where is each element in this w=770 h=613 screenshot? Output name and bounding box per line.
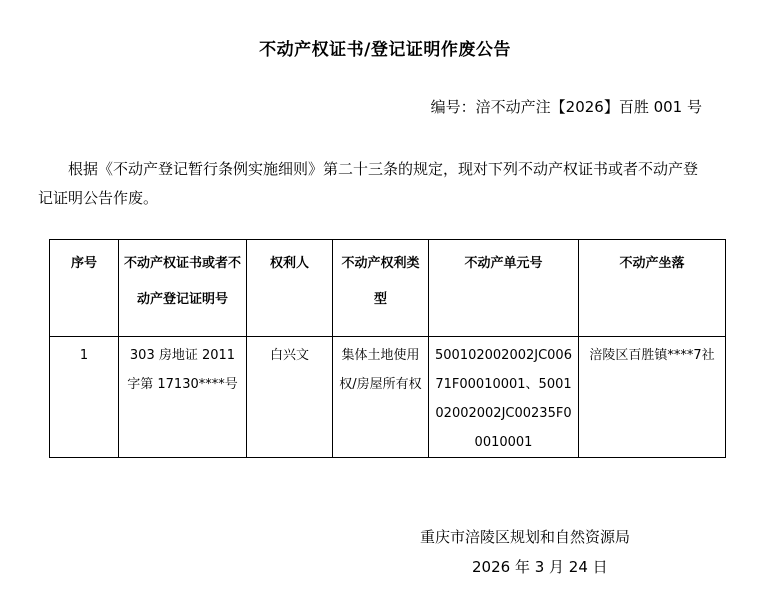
cell-unit-number: 500102002002JC00671F00010001、500102002002JC00235F00010001 — [429, 337, 579, 458]
notice-table — [49, 239, 726, 458]
cell-location: 涪陵区百胜镇****7社 — [579, 337, 726, 458]
notice-body: 根据《不动产登记暂行条例实施细则》第二十三条的规定，现对下列不动产权证书或者不动产登记证明公告作废。 — [38, 160, 699, 207]
page-title: 不动产权证书/登记证明作废公告 — [259, 40, 511, 60]
issuing-authority: 重庆市涪陵区规划和自然资源局 — [420, 528, 631, 546]
cell-index: 1 — [50, 337, 119, 458]
issue-date: 2026 年 3 月 24 日 — [472, 558, 608, 576]
column-header-right-type: 不动产权利类型 — [333, 240, 429, 337]
document-number: 编号：涪不动产注【2026】百胜 001 号 — [430, 98, 702, 116]
column-header-certificate-number: 不动产权证书或者不动产登记证明号 — [119, 240, 247, 337]
cell-right-holder: 白兴文 — [247, 337, 333, 458]
table-row — [50, 337, 726, 458]
column-header-index: 序号 — [50, 240, 119, 337]
table-header-row — [50, 240, 726, 337]
cell-certificate-number: 303 房地证 2011 字第 17130****号 — [119, 337, 247, 458]
column-header-right-holder: 权利人 — [247, 240, 333, 337]
cell-right-type: 集体土地使用权/房屋所有权 — [333, 337, 429, 458]
column-header-unit-number: 不动产单元号 — [429, 240, 579, 337]
column-header-location: 不动产坐落 — [579, 240, 726, 337]
